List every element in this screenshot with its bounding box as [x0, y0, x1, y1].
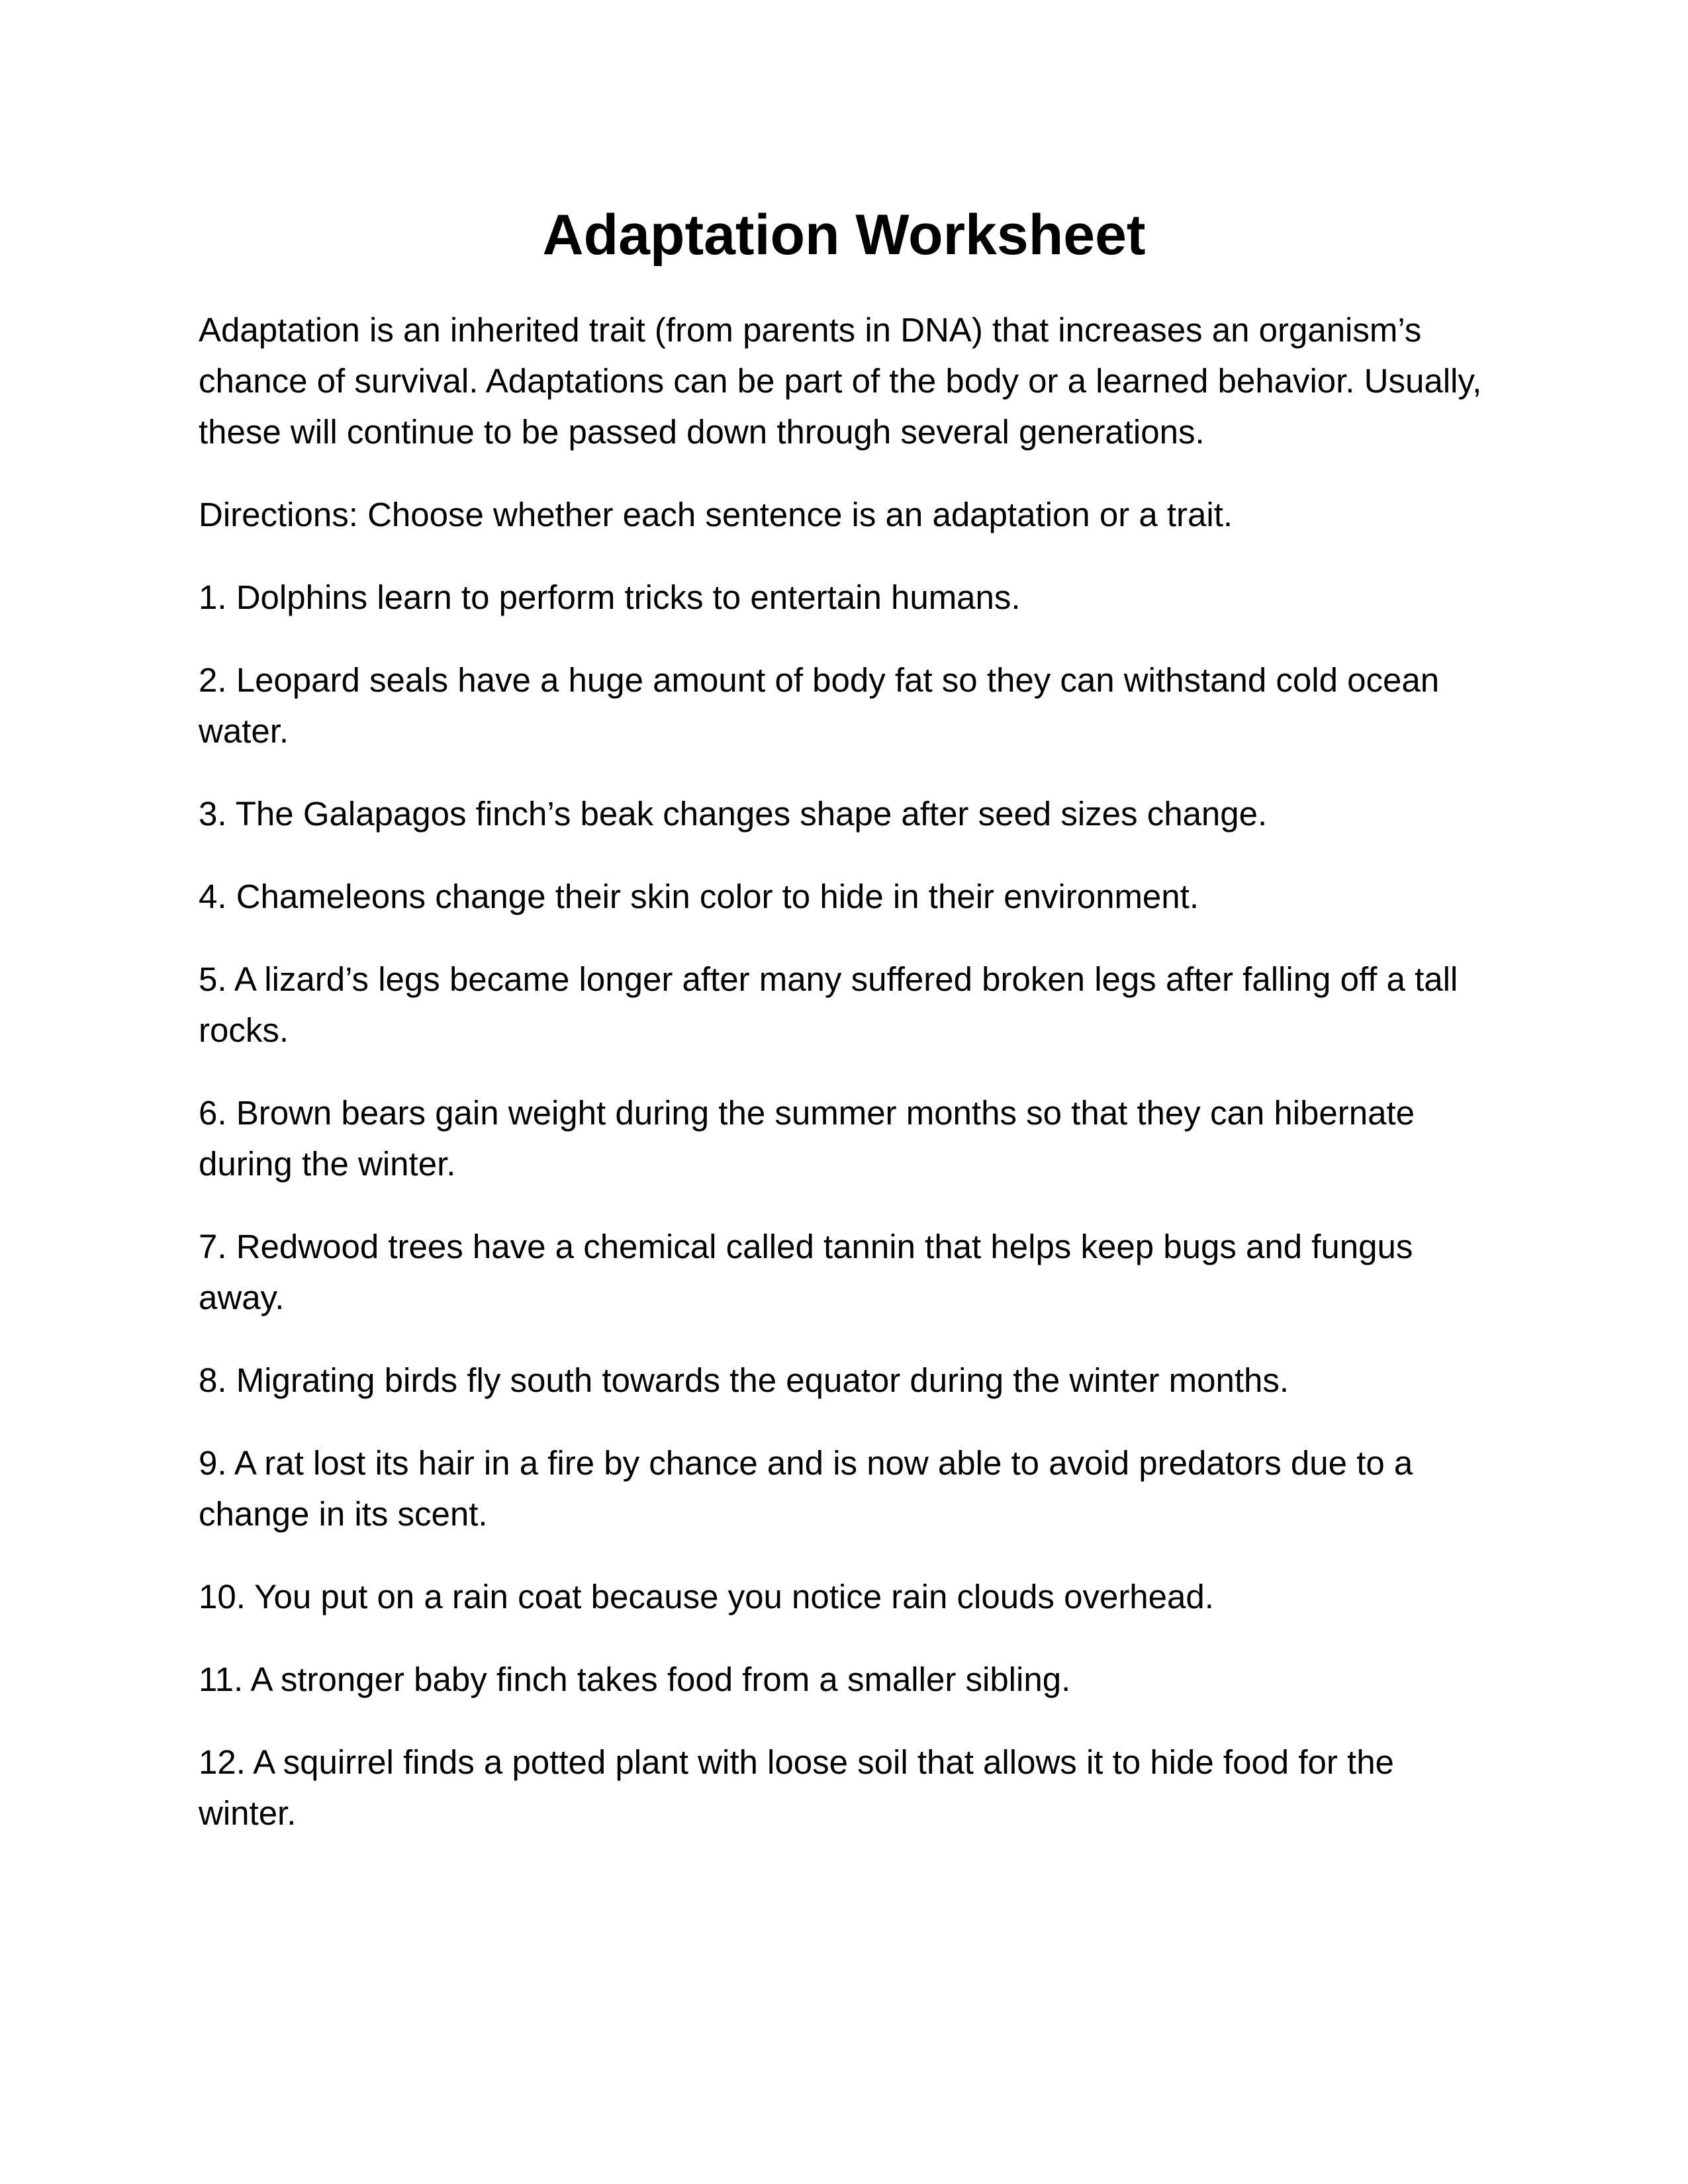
directions-text: Directions: Choose whether each sentence is an adaptation or a trait. [199, 496, 1233, 533]
question-6: 6. Brown bears gain weight during the summer months so that they can hibernate during the winter. [199, 1094, 1415, 1183]
intro-paragraph: Adaptation is an inherited trait (from parents in DNA) that increases an organism’s chance of survival. Adaptations can be part of the body or a learned behavior. Usually, these will continue to be passed down through several generations. [199, 311, 1482, 451]
question-5: 5. A lizard’s legs became longer after many suffered broken legs after falling off a tall rocks. [199, 960, 1458, 1049]
page-title: Adaptation Worksheet [542, 203, 1146, 267]
question-12: 12. A squirrel finds a potted plant with loose soil that allows it to hide food for the winter. [199, 1743, 1394, 1832]
question-7: 7. Redwood trees have a chemical called tannin that helps keep bugs and fungus away. [199, 1228, 1413, 1316]
question-2: 2. Leopard seals have a huge amount of body fat so they can withstand cold ocean water. [199, 661, 1440, 750]
question-1: 1. Dolphins learn to perform tricks to entertain humans. [199, 578, 1021, 616]
question-8: 8. Migrating birds fly south towards the equator during the winter months. [199, 1361, 1289, 1399]
question-10: 10. You put on a rain coat because you notice rain clouds overhead. [199, 1578, 1214, 1615]
question-9: 9. A rat lost its hair in a fire by chance and is now able to avoid predators due to a change in its scent. [199, 1444, 1413, 1533]
worksheet-body [199, 304, 1496, 1870]
question-11: 11. A stronger baby finch takes food from a smaller sibling. [199, 1661, 1071, 1698]
question-3: 3. The Galapagos finch’s beak changes shape after seed sizes change. [199, 795, 1268, 833]
question-4: 4. Chameleons change their skin color to hide in their environment. [199, 878, 1199, 915]
